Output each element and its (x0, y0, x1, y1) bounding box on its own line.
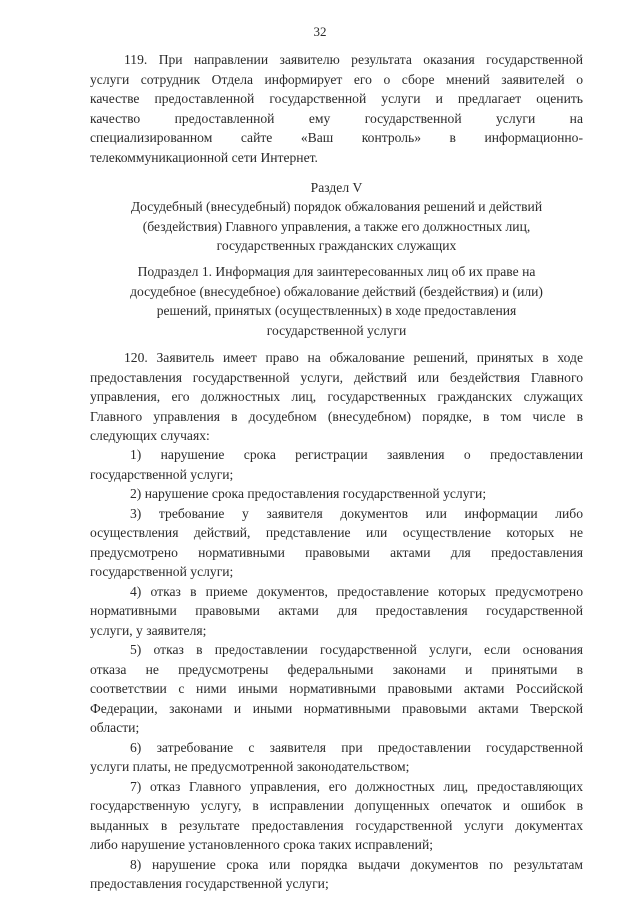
list-item (90, 445, 583, 484)
list-item (90, 504, 583, 582)
paragraph-120 (90, 348, 583, 446)
text-line: услуги, у заявителя; (90, 622, 207, 638)
text-line: 3) требование у заявителя документов или информации либо (130, 505, 583, 521)
text-line: 119. При направлении заявителю результата оказания государственной (124, 52, 583, 67)
paragraph-119 (90, 50, 583, 167)
text-line: государственных гражданских служащих (216, 238, 457, 253)
text-line: решений, принятых (осуществленных) в ходе предоставления (156, 303, 517, 318)
text-line: предоставления государственной услуги, действий или бездействия Главного (90, 369, 583, 385)
text-line: качестве предоставленной государственной услуги и предлагает оценить (90, 91, 583, 106)
text-line: либо нарушение установленного срока таких исправлений; (90, 837, 433, 852)
text-line: 2) нарушение срока предоставления государственной услуги; (130, 486, 487, 501)
list-item (90, 855, 583, 894)
text-line: досудебное (внесудебное) обжалование действий (бездействия) и (или) (130, 283, 543, 299)
text-line: отказа не предусмотрены федеральными законами и принятыми в (90, 661, 583, 677)
section-number: Раздел V (310, 180, 363, 195)
text-line: 8) нарушение срока или порядка выдачи документов по результатам (130, 856, 583, 872)
text-line: государственной услуги; (90, 466, 234, 482)
text-line: 5) отказ в предоставлении государственной услуги, если основания (130, 642, 583, 657)
list-item (90, 738, 583, 777)
text-line: Подраздел 1. Информация для заинтересованных лиц об их праве на (137, 264, 536, 279)
case-list (90, 445, 583, 894)
text-line: управления, его должностных лиц, государственных гражданских служащих (90, 389, 583, 404)
text-line: 1) нарушение срока регистрации заявления о предоставлении (130, 447, 583, 462)
text-line: государственную услугу, в исправлении допущенных опечаток и ошибок в (90, 798, 583, 813)
page-number: 32 (313, 24, 327, 39)
text-line: следующих случаях: (90, 428, 210, 443)
text-line: 7) отказ Главного управления, его должностных лиц, предоставляющих (130, 778, 583, 794)
section-title (90, 178, 583, 198)
text-line: 6) затребование с заявителя при предоставлении государственной (130, 739, 583, 755)
text-line: области; (90, 720, 140, 735)
text-line: выданных в результате предоставления государственной услуги документах (90, 817, 583, 833)
text-line: телекоммуникационной сети Интернет. (90, 149, 318, 165)
text-line: качество предоставленной ему государственной услуги на (90, 110, 583, 126)
text-line: (бездействия) Главного управления, а также его должностных лиц, (142, 218, 531, 234)
section-heading (90, 197, 583, 256)
text-line: услуги сотрудник Отдела информирует его о сборе мнений заявителей о (90, 71, 583, 87)
list-item (90, 777, 583, 855)
text-line: 120. Заявитель имеет право на обжалование решений, принятых в ходе (124, 350, 583, 365)
text-line: осуществления действий, представление или осуществление которых не (90, 525, 583, 540)
text-line: специализированном сайте «Ваш контроль» в информационно- (90, 130, 583, 145)
text-line: предусмотрено нормативными правовыми актами для предоставления (90, 544, 583, 560)
subsection-heading (90, 262, 583, 340)
text-line: предоставления государственной услуги; (90, 876, 329, 891)
text-line: 4) отказ в приеме документов, предоставление которых предусмотрено (130, 583, 583, 599)
text-line: услуги платы, не предусмотренной законодательством; (90, 759, 410, 774)
text-line: Досудебный (внесудебный) порядок обжалования решений и действий (130, 199, 543, 214)
text-line: Главного управления в досудебном (внесудебном) порядке, в том числе в (90, 408, 583, 424)
text-line: нормативными правовыми актами для предоставления государственной (90, 603, 583, 618)
text-line: Федерации, законами и иными нормативными правовыми актами Тверской (90, 700, 583, 716)
list-item (90, 484, 583, 504)
list-item (90, 582, 583, 641)
text-line: соответствии с ними иными нормативными правовыми актами Российской (90, 681, 583, 696)
list-item (90, 640, 583, 738)
text-line: государственной услуги (266, 322, 407, 338)
text-line: государственной услуги; (90, 564, 234, 579)
